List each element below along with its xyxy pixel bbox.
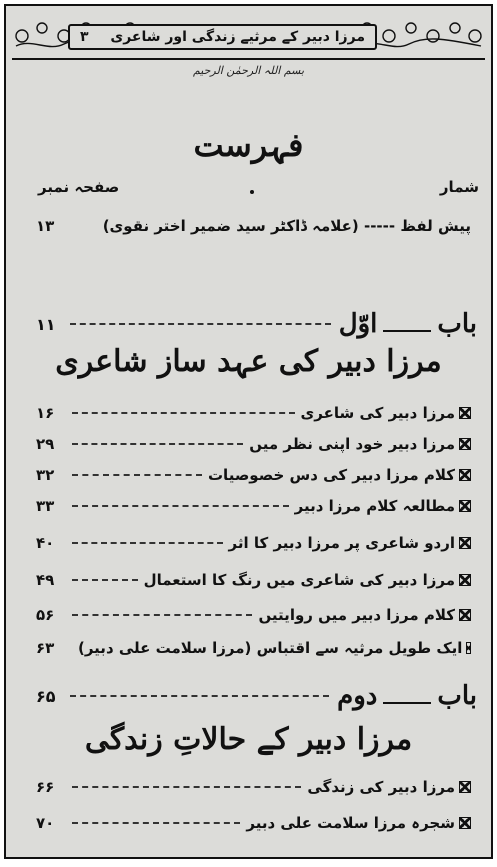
foreword-text: پیش لفظ ----- (علامہ ڈاکٹر سید ضمیر اختر نقوی) (102, 217, 471, 235)
serial-column-label: شمار (439, 178, 479, 196)
chapter-page: ۱۱ (36, 314, 56, 334)
chapter-word: باب (437, 309, 477, 339)
toc-entry (36, 431, 471, 457)
foreword-page: ۱۳ (36, 217, 55, 235)
toc-entry-page: ۱۶ (36, 404, 55, 422)
bullet-ornament-icon (459, 574, 471, 586)
toc-entry (36, 400, 471, 426)
bullet-ornament-icon (466, 642, 471, 654)
chapter-page: ۶۵ (36, 686, 56, 706)
toc-entry (36, 530, 471, 556)
toc-entry-text: مرزا دبیر کی زندگی (307, 778, 455, 796)
bismillah-calligraphy: بسم اللہ الرحمٰن الرحیم (192, 64, 305, 77)
page-header (12, 10, 485, 60)
chapter-title-1: مرزا دبیر کی عہد ساز شاعری (55, 344, 442, 379)
toc-entry (36, 635, 471, 661)
index-title: فہرست (193, 126, 304, 164)
book-page (4, 4, 493, 859)
toc-entry-page: ۳۲ (36, 466, 55, 484)
toc-entry-text: مطالعہ کلام مرزا دبیر (294, 497, 455, 515)
toc-entry-page: ۶۶ (36, 778, 55, 796)
bullet-ornament-icon (459, 438, 471, 450)
chapter-heading-1 (36, 304, 477, 344)
bullet-ornament-icon (459, 469, 471, 481)
toc-entry-page: ۲۹ (36, 435, 55, 453)
toc-entry-page: ۴۹ (36, 571, 55, 589)
leader-line (72, 822, 240, 824)
toc-entry (36, 602, 471, 628)
chapter-ordinal: اوّل (338, 309, 378, 339)
toc-entry-text: کلام مرزا دبیر میں روایتیں (258, 606, 455, 624)
leader-line (72, 786, 301, 788)
heading-underline (383, 688, 431, 704)
toc-entry (36, 462, 471, 488)
toc-entry-text: مرزا دبیر کی شاعری (300, 404, 455, 422)
toc-entry-text: کلام مرزا دبیر کی دس خصوصیات (207, 466, 455, 484)
leader-line (72, 443, 243, 445)
toc-entry-text: ایک طویل مرثیہ سے اقتباس (مرزا سلامت علی دبیر) (78, 639, 463, 657)
toc-entry (36, 493, 471, 519)
leader-line (72, 579, 138, 581)
toc-entry-page: ۴۰ (36, 534, 55, 552)
chapter-ordinal: دوم (337, 681, 378, 711)
leader-line (72, 505, 289, 507)
toc-entry-text: شجرہ مرزا سلامت علی دبیر (246, 814, 455, 832)
leader-line (70, 323, 331, 325)
toc-entry-text: مرزا دبیر خود اپنی نظر میں (249, 435, 455, 453)
heading-underline (383, 316, 431, 332)
leader-line (72, 412, 295, 414)
leader-line (72, 474, 202, 476)
header-frame (68, 24, 377, 50)
chapter-heading-2 (36, 676, 477, 716)
bullet-ornament-icon (459, 817, 471, 829)
toc-entry (36, 810, 471, 836)
toc-entry-page: ۵۶ (36, 606, 55, 624)
center-dot (250, 190, 254, 194)
bullet-ornament-icon (459, 537, 471, 549)
toc-entry-page: ۶۳ (36, 639, 55, 657)
toc-entry-text: مرزا دبیر کی شاعری میں رنگ کا استعمال (143, 571, 455, 589)
bullet-ornament-icon (459, 500, 471, 512)
leader-line (70, 695, 329, 697)
bullet-ornament-icon (459, 407, 471, 419)
running-title: مرزا دبیر کے مرثیے زندگی اور شاعری (110, 29, 365, 45)
page-number: ۳ (80, 29, 89, 45)
leader-line (72, 614, 252, 616)
foreword-entry (36, 213, 471, 239)
leader-line (72, 542, 223, 544)
chapter-title-2: مرزا دبیر کے حالاتِ زندگی (84, 722, 413, 757)
chapter-word: باب (437, 681, 477, 711)
toc-entry (36, 567, 471, 593)
bullet-ornament-icon (459, 781, 471, 793)
toc-entry-page: ۷۰ (36, 814, 55, 832)
bullet-ornament-icon (459, 609, 471, 621)
toc-entry-page: ۳۳ (36, 497, 55, 515)
toc-entry (36, 774, 471, 800)
toc-entry-text: اردو شاعری پر مرزا دبیر کا اثر (228, 534, 455, 552)
page-column-label: صفحہ نمبر (38, 178, 120, 196)
